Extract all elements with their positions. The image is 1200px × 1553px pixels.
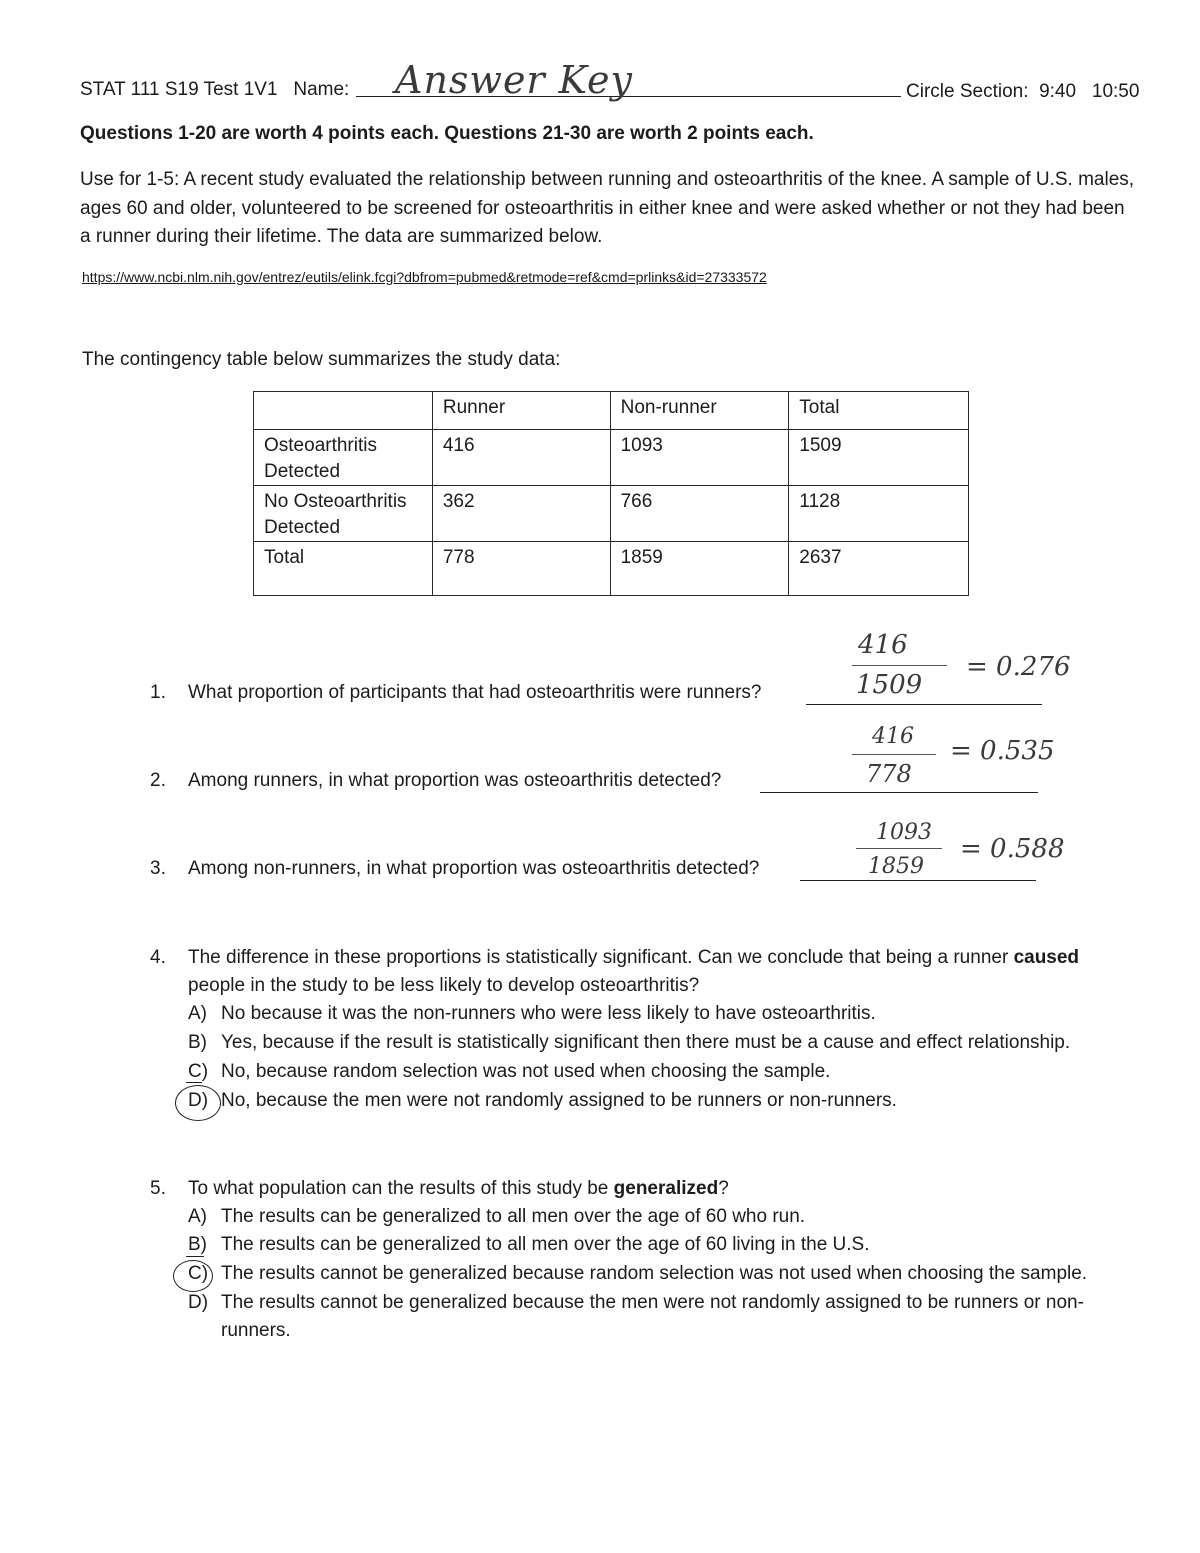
question-2-text: Among runners, in what proportion was osteoarthritis detected?	[188, 770, 722, 791]
question-5-text: To what population can the results of this study be generalized?	[188, 1178, 729, 1199]
question-2-number: 2.	[150, 770, 166, 791]
option-c-underline	[186, 1082, 202, 1083]
answer-circle-c	[173, 1260, 213, 1292]
question-4-option-b[interactable]: B) Yes, because if the result is statistically significant then there must be a cause and effect relationship.	[188, 1032, 1071, 1053]
question-4-text: The difference in these proportions is statistically significant. Can we conclude that being a runner caused	[188, 947, 1080, 968]
name-handwritten: Answer Key	[395, 58, 633, 102]
table-cell: 1859	[610, 542, 789, 596]
table-header-cell: Runner	[432, 392, 610, 430]
table-cell: 766	[610, 486, 789, 542]
table-cell: 1509	[789, 430, 969, 486]
question-1-text: What proportion of participants that had osteoarthritis were runners?	[188, 682, 762, 703]
table-cell: 416	[432, 430, 610, 486]
answer-numerator: 416	[872, 724, 914, 749]
question-4-option-c[interactable]: C) No, because random selection was not used when choosing the sample.	[188, 1061, 831, 1082]
table-header-row	[254, 392, 969, 430]
answer-denominator: 778	[866, 760, 912, 788]
points-note: Questions 1-20 are worth 4 points each. Questions 21-30 are worth 2 points each.	[80, 123, 814, 144]
table-cell: 1128	[789, 486, 969, 542]
course-title	[80, 76, 349, 104]
answer-result: = 0.535	[950, 736, 1055, 766]
fraction-bar	[852, 754, 936, 755]
name-label: Name:	[293, 79, 350, 100]
intro-paragraph: Use for 1-5: A recent study evaluated the relationship between running and osteoarthritis of the knee. A sample of U.S. males, ages 60 and older, volunteered to be screened for osteoarthritis in either knee and were asked whether or not they had been a runner during their lifetime. The data are summarized below.	[80, 169, 1135, 247]
question-5-option-d[interactable]: D) The results cannot be generalized because the men were not randomly assigned to be runners or non-	[188, 1292, 1084, 1313]
answer-blank	[806, 704, 1042, 705]
question-1-number: 1.	[150, 682, 166, 703]
row-label: Total	[254, 542, 433, 596]
table-cell: 1093	[610, 430, 789, 486]
table-row	[254, 542, 969, 596]
question-5-option-c-selected[interactable]: C) The results cannot be generalized because random selection was not used when choosing the sample.	[188, 1263, 1088, 1284]
question-4-option-d-selected[interactable]: D) No, because the men were not randomly assigned to be runners or non-runners.	[188, 1090, 897, 1111]
section-option-1050[interactable]: 10:50	[1091, 81, 1140, 102]
answer-denominator: 1859	[868, 854, 924, 879]
table-cell: 778	[432, 542, 610, 596]
question-3-text: Among non-runners, in what proportion was osteoarthritis detected?	[188, 858, 760, 879]
table-row	[254, 430, 969, 486]
option-b-underline	[186, 1256, 204, 1257]
contingency-table	[253, 391, 969, 596]
table-header-cell: Total	[789, 392, 969, 430]
row-label: No Osteoarthritis Detected	[254, 486, 433, 542]
course-code: STAT 111 S19 Test 1V1	[80, 79, 278, 100]
question-5-option-a[interactable]: A) The results can be generalized to all men over the age of 60 who run.	[188, 1206, 806, 1227]
source-link[interactable]: https://www.ncbi.nlm.nih.gov/entrez/eutils/elink.fcgi?dbfrom=pubmed&retmode=ref&cmd=prlinks&id=27333572	[82, 269, 767, 285]
table-header-cell: Non-runner	[610, 392, 789, 430]
question-4-text-line2: people in the study to be less likely to develop osteoarthritis?	[188, 975, 700, 996]
fraction-bar	[852, 665, 947, 666]
table-cell: 362	[432, 486, 610, 542]
answer-result: = 0.588	[960, 834, 1065, 864]
question-4-number: 4.	[150, 947, 166, 968]
answer-denominator: 1509	[856, 670, 923, 700]
section-selector	[906, 78, 1139, 106]
answer-result: = 0.276	[966, 652, 1071, 682]
row-label: Osteoarthritis Detected	[254, 430, 433, 486]
question-5-number: 5.	[150, 1178, 166, 1199]
answer-blank	[760, 792, 1038, 793]
table-caption: The contingency table below summarizes the study data:	[82, 349, 561, 370]
answer-numerator: 416	[858, 630, 908, 660]
answer-numerator: 1093	[876, 820, 932, 845]
question-4-option-a[interactable]: A) No because it was the non-runners who were less likely to have osteoarthritis.	[188, 1003, 876, 1024]
question-5-option-b[interactable]: B) The results can be generalized to all men over the age of 60 living in the U.S.	[188, 1234, 870, 1255]
fraction-bar	[856, 848, 942, 849]
answer-circle-d	[175, 1085, 221, 1121]
section-label: Circle Section:	[906, 81, 1029, 102]
table-header-cell	[254, 392, 433, 430]
table-row	[254, 486, 969, 542]
question-5-option-d-line2: runners.	[221, 1320, 291, 1341]
question-3-number: 3.	[150, 858, 166, 879]
section-option-940[interactable]: 9:40	[1039, 81, 1077, 102]
table-cell: 2637	[789, 542, 969, 596]
